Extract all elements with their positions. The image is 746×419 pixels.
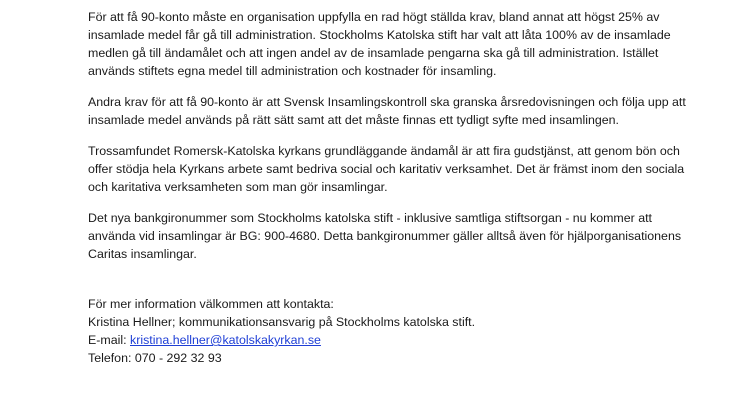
paragraph-church-purpose: Trossamfundet Romersk-Katolska kyrkans grundläggande ändamål är att fira gudstjänst, att genom bön och offer stödja hela Kyrkans arbete samt bedriva social och karitativ verksamhet. Det är främst inom den sociala och karitativa verksamheten som man gör insamlingar. [88, 144, 685, 194]
document-body [88, 8, 688, 367]
contact-phone: Telefon: 070 - 292 32 93 [88, 351, 222, 365]
paragraph-bankgiro-number: Det nya bankgironummer som Stockholms katolska stift - inklusive samtliga stiftsorgan - nu kommer att använda vid insamlingar är BG: 900-4680. Detta bankgironummer gäller alltså även för hjälporganisationens Caritas insamlingar. [88, 211, 682, 261]
email-label: E-mail: [88, 333, 130, 347]
paragraph-other-requirements: Andra krav för att få 90-konto är att Svensk Insamlingskontroll ska granska årsredovisningen och följa upp att insamlade medel används på rätt sätt samt att det måste finnas ett tydligt syfte med insamlingen. [88, 95, 686, 127]
paragraph-90-konto-requirements: För att få 90-konto måste en organisation uppfylla en rad högt ställda krav, bland annat att högst 25% av insamlade medel får gå till administration. Stockholms Katolska stift har valt att låta 100% av de insamlade medlen gå till ändamålet och att ingen andel av de insamlade pengarna ska gå till administration. Istället används stiftets egna medel till administration och kostnader för insamling. [88, 10, 671, 78]
email-link[interactable]: kristina.hellner@katolskakyrkan.se [130, 333, 321, 347]
contact-email-line [88, 331, 688, 349]
contact-intro: För mer information välkommen att kontakta: [88, 297, 334, 311]
contact-block [88, 295, 688, 367]
contact-person: Kristina Hellner; kommunikationsansvarig på Stockholms katolska stift. [88, 315, 476, 329]
